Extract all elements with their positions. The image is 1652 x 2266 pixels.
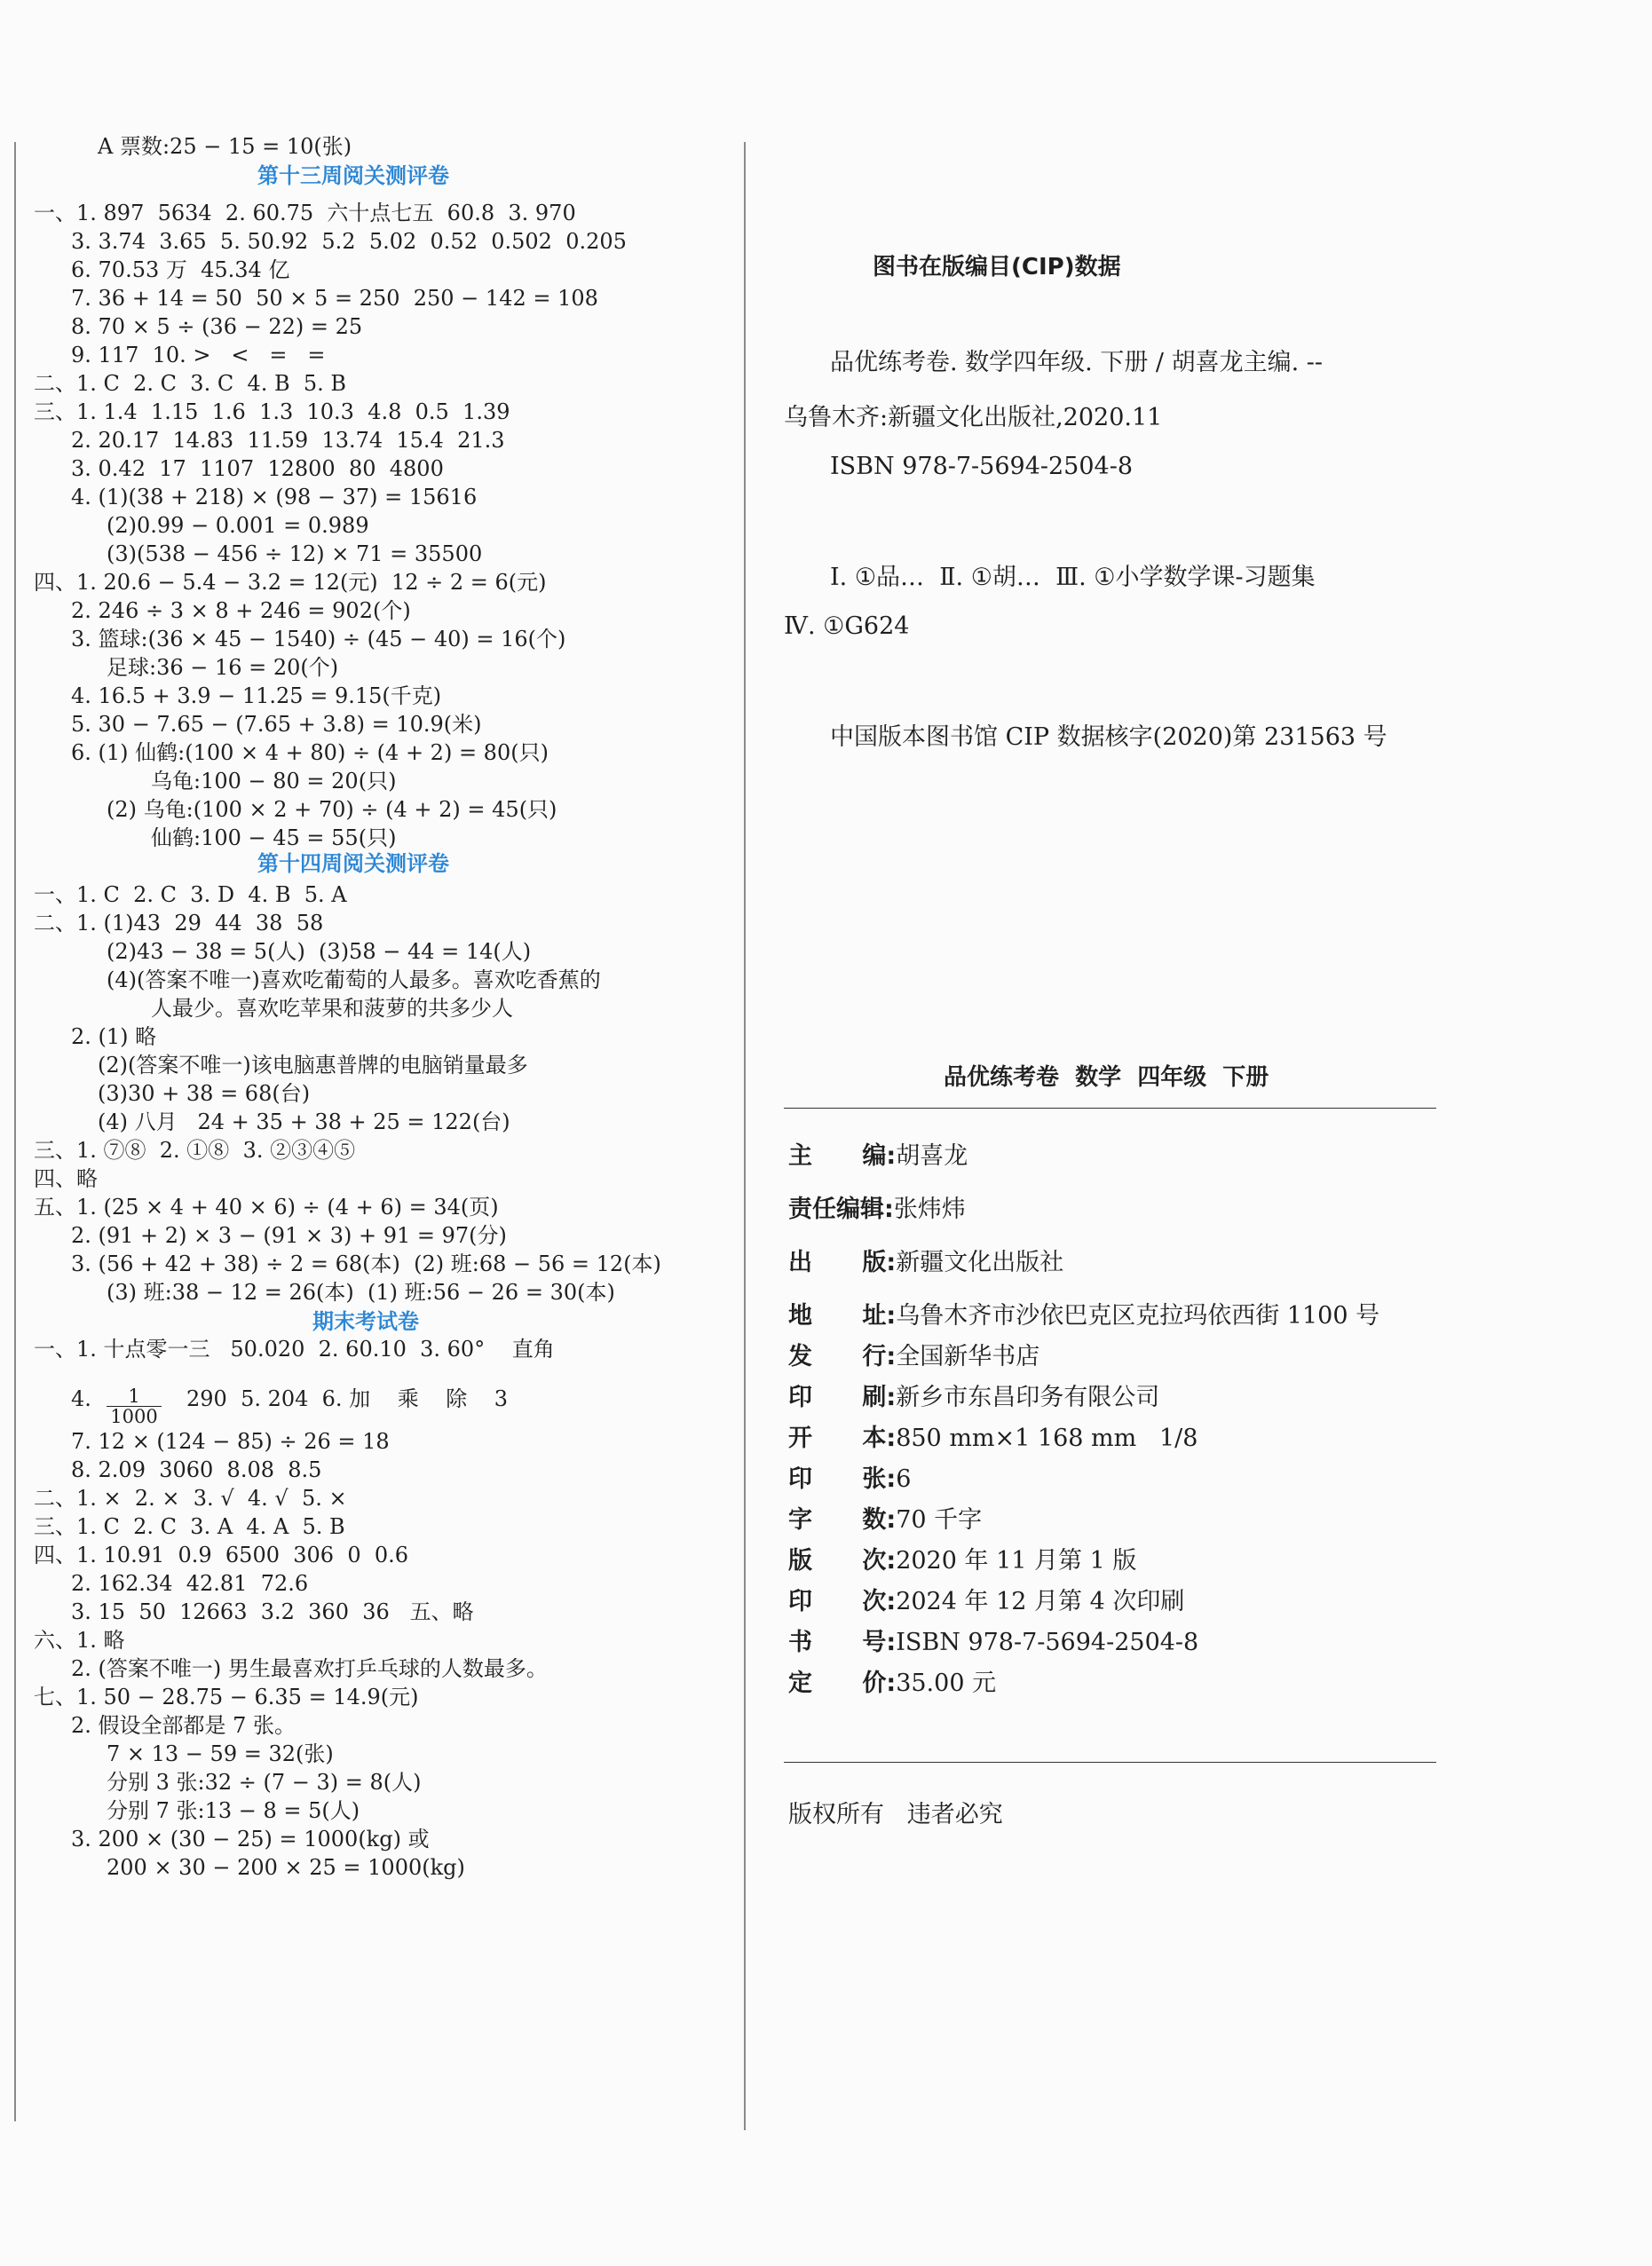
answer-line: (3)(538 − 456 ÷ 12) × 71 = 35500: [107, 541, 483, 566]
answer-line: 仙鹤:100 − 45 = 55(只): [151, 825, 397, 850]
imprint-value: 2024 年 12 月第 4 次印刷: [896, 1588, 1185, 1615]
imprint-row: [788, 1296, 1379, 1330]
answer-line: 3. 篮球:(36 × 45 − 1540) ÷ (45 − 40) = 16(个): [71, 627, 566, 651]
imprint-row: [788, 1500, 982, 1535]
copyright-notice: 版权所有 违者必究: [788, 1801, 1003, 1828]
answer-line: 4. (1)(38 + 218) × (98 − 37) = 15616: [71, 485, 478, 509]
left-margin-rule: [14, 142, 16, 2121]
imprint-label: 字 数:: [788, 1506, 897, 1534]
imprint-bottom-rule: [784, 1762, 1436, 1763]
answer-line: (3)30 + 38 = 68(台): [98, 1081, 311, 1106]
imprint-row: [788, 1663, 996, 1698]
answer-line: 3. 3.74 3.65 5. 50.92 5.2 5.02 0.52 0.502 0.205: [71, 229, 627, 254]
answer-line: 二、1. C 2. C 3. C 4. B 5. B: [34, 371, 347, 396]
imprint-label: 定 价:: [788, 1670, 897, 1697]
section-heading: 期末考试卷: [312, 1309, 419, 1334]
answer-line: (2)43 − 38 = 5(人) (3)58 − 44 = 14(人): [107, 939, 532, 964]
imprint-value: 新乡市东昌印务有限公司: [896, 1384, 1160, 1411]
answer-line: A 票数:25 − 15 = 10(张): [98, 134, 352, 159]
imprint-label: 地 址:: [788, 1302, 897, 1330]
answer-line: 4.: [71, 1386, 91, 1411]
answer-line: 四、1. 20.6 − 5.4 − 3.2 = 12(元) 12 ÷ 2 = 6(元): [34, 570, 547, 595]
imprint-value: 850 mm×1 168 mm 1/8: [896, 1425, 1198, 1452]
answer-line: 三、1. 1.4 1.15 1.6 1.3 10.3 4.8 0.5 1.39: [34, 399, 510, 424]
answer-line: 2. (91 + 2) × 3 − (91 × 3) + 91 = 97(分): [71, 1223, 507, 1248]
answer-line: 2. 假设全部都是 7 张。: [71, 1713, 296, 1738]
imprint-label: 责任编辑:: [788, 1196, 894, 1223]
section-heading: 第十三周阅关测评卷: [257, 163, 449, 188]
imprint-row: [788, 1418, 1198, 1453]
answer-line: 8. 2.09 3060 8.08 8.5: [71, 1457, 322, 1482]
imprint-row: [788, 1136, 968, 1171]
answer-line: 9. 117 10. > < = =: [71, 343, 326, 367]
imprint-value: 新疆文化出版社: [896, 1249, 1064, 1276]
imprint-label: 发 行:: [788, 1343, 897, 1370]
answer-line: 乌龟:100 − 80 = 20(只): [151, 769, 397, 793]
cip-title: 图书在版编目(CIP)数据: [873, 254, 1121, 280]
imprint-value: 70 千字: [896, 1506, 983, 1534]
answer-line: 2. (答案不唯一) 男生最喜欢打乒乓球的人数最多。: [71, 1656, 548, 1681]
answer-line: (2) 乌龟:(100 × 2 + 70) ÷ (4 + 2) = 45(只): [107, 797, 557, 822]
imprint-value: 35.00 元: [896, 1670, 997, 1697]
answer-line: 200 × 30 − 200 × 25 = 1000(kg): [107, 1855, 465, 1880]
answer-line: (4)(答案不唯一)喜欢吃葡萄的人最多。喜欢吃香蕉的: [107, 967, 601, 992]
answer-line: 2. 246 ÷ 3 × 8 + 246 = 902(个): [71, 598, 411, 623]
answer-line: 3. (56 + 42 + 38) ÷ 2 = 68(本) (2) 班:68 − 56 = 12(本): [71, 1251, 661, 1276]
imprint-row: [788, 1459, 911, 1494]
fraction-one-thousandth: [107, 1386, 162, 1426]
imprint-book-title: 品优练考卷 数学 四年级 下册: [944, 1064, 1269, 1091]
answer-line: 三、1. ⑦⑧ 2. ①⑧ 3. ②③④⑤: [34, 1138, 356, 1163]
imprint-label: 印 次:: [788, 1588, 897, 1615]
imprint-value: 6: [896, 1465, 912, 1493]
answer-line: 3. 200 × (30 − 25) = 1000(kg) 或: [71, 1827, 430, 1851]
imprint-row: [788, 1378, 1159, 1412]
answer-line: 7. 12 × (124 − 85) ÷ 26 = 18: [71, 1429, 390, 1454]
answer-line: 四、略: [34, 1166, 98, 1191]
answer-line: 8. 70 × 5 ÷ (36 − 22) = 25: [71, 314, 363, 339]
column-divider: [744, 142, 746, 2130]
imprint-value: 2020 年 11 月第 1 版: [896, 1547, 1137, 1575]
answer-line: 足球:36 − 16 = 20(个): [107, 655, 339, 680]
answer-line: 3. 0.42 17 1107 12800 80 4800: [71, 456, 444, 481]
answer-line: 5. 30 − 7.65 − (7.65 + 3.8) = 10.9(米): [71, 712, 482, 737]
cip-line: ISBN 978-7-5694-2504-8: [830, 453, 1134, 480]
imprint-top-rule: [784, 1108, 1436, 1109]
imprint-row: [788, 1582, 1184, 1616]
imprint-row: [788, 1337, 1039, 1371]
answer-line: 四、1. 10.91 0.9 6500 306 0 0.6: [34, 1543, 409, 1567]
answer-line: 3. 15 50 12663 3.2 360 36 五、略: [71, 1599, 474, 1624]
answer-line: (2)(答案不唯一)该电脑惠普牌的电脑销量最多: [98, 1053, 528, 1078]
answer-line: (4) 八月 24 + 35 + 38 + 25 = 122(台): [98, 1109, 510, 1134]
answer-line: 六、1. 略: [34, 1628, 125, 1653]
answer-line: 二、1. × 2. × 3. √ 4. √ 5. ×: [34, 1486, 347, 1511]
fraction-denominator: 1000: [107, 1406, 162, 1426]
imprint-label: 印 刷:: [788, 1384, 897, 1411]
imprint-value: 乌鲁木齐市沙依巴克区克拉玛依西街 1100 号: [896, 1302, 1380, 1330]
imprint-value: 胡喜龙: [896, 1142, 968, 1170]
cip-line: 品优练考卷. 数学四年级. 下册 / 胡喜龙主编. --: [830, 349, 1324, 376]
fraction-numerator: 1: [128, 1386, 140, 1407]
imprint-label: 书 号:: [788, 1629, 897, 1656]
answer-line: 五、1. (25 × 4 + 40 × 6) ÷ (4 + 6) = 34(页): [34, 1195, 499, 1220]
imprint-label: 版 次:: [788, 1547, 897, 1575]
imprint-row: [788, 1243, 1063, 1277]
answer-line: 一、1. 897 5634 2. 60.75 六十点七五 60.8 3. 970: [34, 201, 576, 225]
answer-line: 一、1. C 2. C 3. D 4. B 5. A: [34, 882, 347, 907]
answer-line: (2)0.99 − 0.001 = 0.989: [107, 513, 369, 538]
answer-line: 2. 162.34 42.81 72.6: [71, 1571, 309, 1596]
section-heading: 第十四周阅关测评卷: [257, 851, 449, 876]
answer-line: 一、1. 十点零一三 50.020 2. 60.10 3. 60° 直角: [34, 1337, 555, 1362]
cip-line: Ⅰ. ①品… Ⅱ. ①胡… Ⅲ. ①小学数学课-习题集: [830, 564, 1316, 591]
answer-line: 2. 20.17 14.83 11.59 13.74 15.4 21.3: [71, 428, 505, 453]
answer-line: 七、1. 50 − 28.75 − 6.35 = 14.9(元): [34, 1685, 419, 1709]
imprint-label: 主 编:: [788, 1142, 897, 1170]
imprint-row: [788, 1189, 966, 1224]
imprint-label: 印 张:: [788, 1465, 897, 1493]
answer-line: 7. 36 + 14 = 50 50 × 5 = 250 250 − 142 = 108: [71, 286, 598, 311]
imprint-value: 张炜炜: [893, 1196, 966, 1223]
imprint-label: 出 版:: [788, 1249, 897, 1276]
answer-line: (3) 班:38 − 12 = 26(本) (1) 班:56 − 26 = 30(本): [107, 1280, 615, 1305]
imprint-label: 开 本:: [788, 1425, 897, 1452]
answer-line: 4. 16.5 + 3.9 − 11.25 = 9.15(千克): [71, 683, 442, 708]
imprint-value: ISBN 978-7-5694-2504-8: [896, 1629, 1199, 1656]
cip-line: 乌鲁木齐:新疆文化出版社,2020.11: [784, 404, 1163, 431]
answer-line: 290 5. 204 6. 加 乘 除 3: [186, 1386, 509, 1411]
answer-line: 分别 3 张:32 ÷ (7 − 3) = 8(人): [107, 1770, 422, 1795]
imprint-row: [788, 1623, 1198, 1657]
answer-line: 分别 7 张:13 − 8 = 5(人): [107, 1798, 360, 1823]
cip-line: 中国版本图书馆 CIP 数据核字(2020)第 231563 号: [830, 723, 1387, 751]
answer-line: 二、1. (1)43 29 44 38 58: [34, 911, 324, 936]
cip-line: Ⅳ. ①G624: [784, 612, 910, 640]
answer-line: 2. (1) 略: [71, 1024, 157, 1049]
answer-line: 三、1. C 2. C 3. A 4. A 5. B: [34, 1514, 345, 1539]
imprint-row: [788, 1541, 1136, 1575]
answer-line: 6. (1) 仙鹤:(100 × 4 + 80) ÷ (4 + 2) = 80(只): [71, 740, 549, 765]
answer-line: 人最少。喜欢吃苹果和菠萝的共多少人: [151, 996, 513, 1021]
answer-line: 7 × 13 − 59 = 32(张): [107, 1741, 334, 1766]
answer-line: 6. 70.53 万 45.34 亿: [71, 257, 290, 282]
imprint-value: 全国新华书店: [896, 1343, 1040, 1370]
